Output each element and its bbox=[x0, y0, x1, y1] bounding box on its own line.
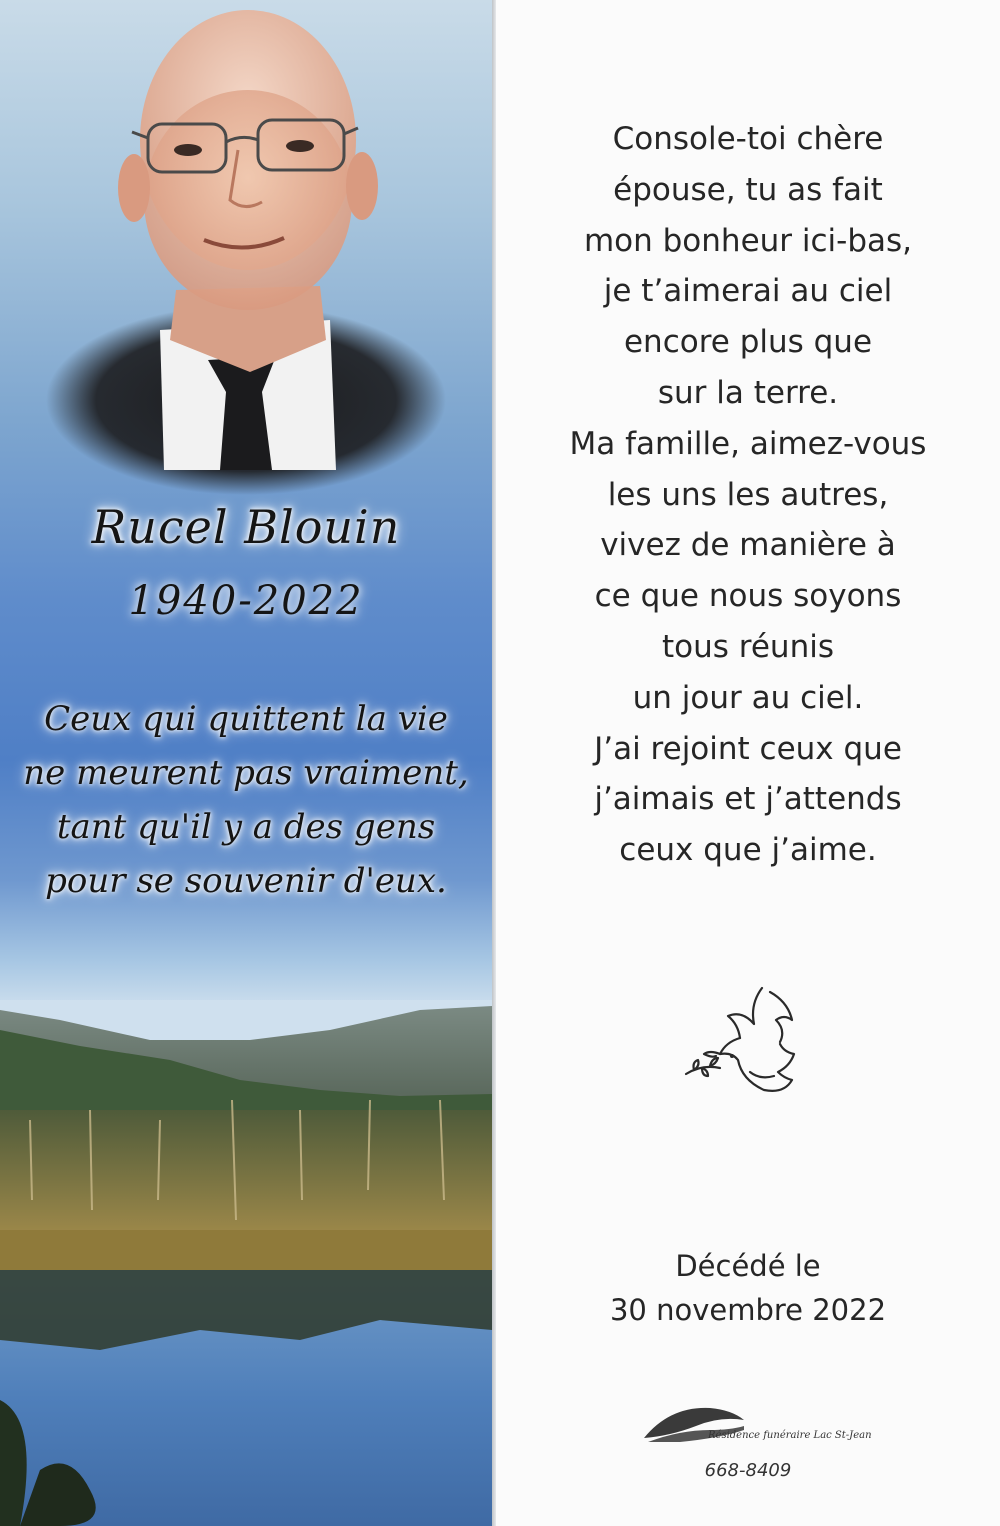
poem-line: Console-toi chère bbox=[612, 121, 884, 157]
funeral-home-name: Résidence funéraire Lac St-Jean bbox=[708, 1430, 872, 1441]
text-panel bbox=[496, 0, 1000, 1526]
poem-line: un jour au ciel. bbox=[632, 679, 864, 716]
poem-line: épouse, tu as fait bbox=[613, 171, 883, 208]
poem-line: J’ai rejoint ceux que bbox=[594, 730, 902, 767]
dove-icon bbox=[680, 980, 810, 1104]
forest-shape bbox=[0, 1110, 492, 1240]
quote-line: ne meurent pas vraiment, bbox=[23, 753, 469, 793]
poem-line: ceux que j’aime. bbox=[619, 832, 877, 869]
poem bbox=[496, 114, 1000, 876]
death-notice bbox=[496, 1244, 1000, 1332]
death-date: 30 novembre 2022 bbox=[609, 1293, 887, 1327]
poem-line: j’aimais et j’attends bbox=[594, 781, 902, 818]
death-label: Décédé le bbox=[675, 1249, 821, 1283]
quote-line: tant qu'il y a des gens bbox=[56, 807, 436, 847]
memorial-quote bbox=[20, 692, 472, 908]
quote-line: pour se souvenir d'eux. bbox=[45, 861, 447, 901]
poem-line: tous réunis bbox=[662, 628, 834, 665]
poem-line: encore plus que bbox=[623, 324, 873, 361]
quote-line: Ceux qui quittent la vie bbox=[44, 699, 448, 739]
poem-line: les uns les autres, bbox=[607, 476, 889, 513]
portrait-panel bbox=[0, 0, 492, 1526]
poem-line: vivez de manière à bbox=[600, 527, 896, 564]
poem-line: ce que nous soyons bbox=[594, 578, 902, 615]
poem-line: Ma famille, aimez-vous bbox=[569, 425, 927, 462]
poem-line: mon bonheur ici-bas, bbox=[583, 222, 913, 259]
life-years: 1940-2022 bbox=[128, 578, 364, 624]
deceased-name: Rucel Blouin bbox=[91, 500, 401, 554]
funeral-home-phone: 668-8409 bbox=[704, 1460, 792, 1481]
funeral-home-logo bbox=[640, 1394, 760, 1450]
poem-line: je t’aimerai au ciel bbox=[603, 273, 893, 310]
poem-line: sur la terre. bbox=[657, 374, 839, 411]
